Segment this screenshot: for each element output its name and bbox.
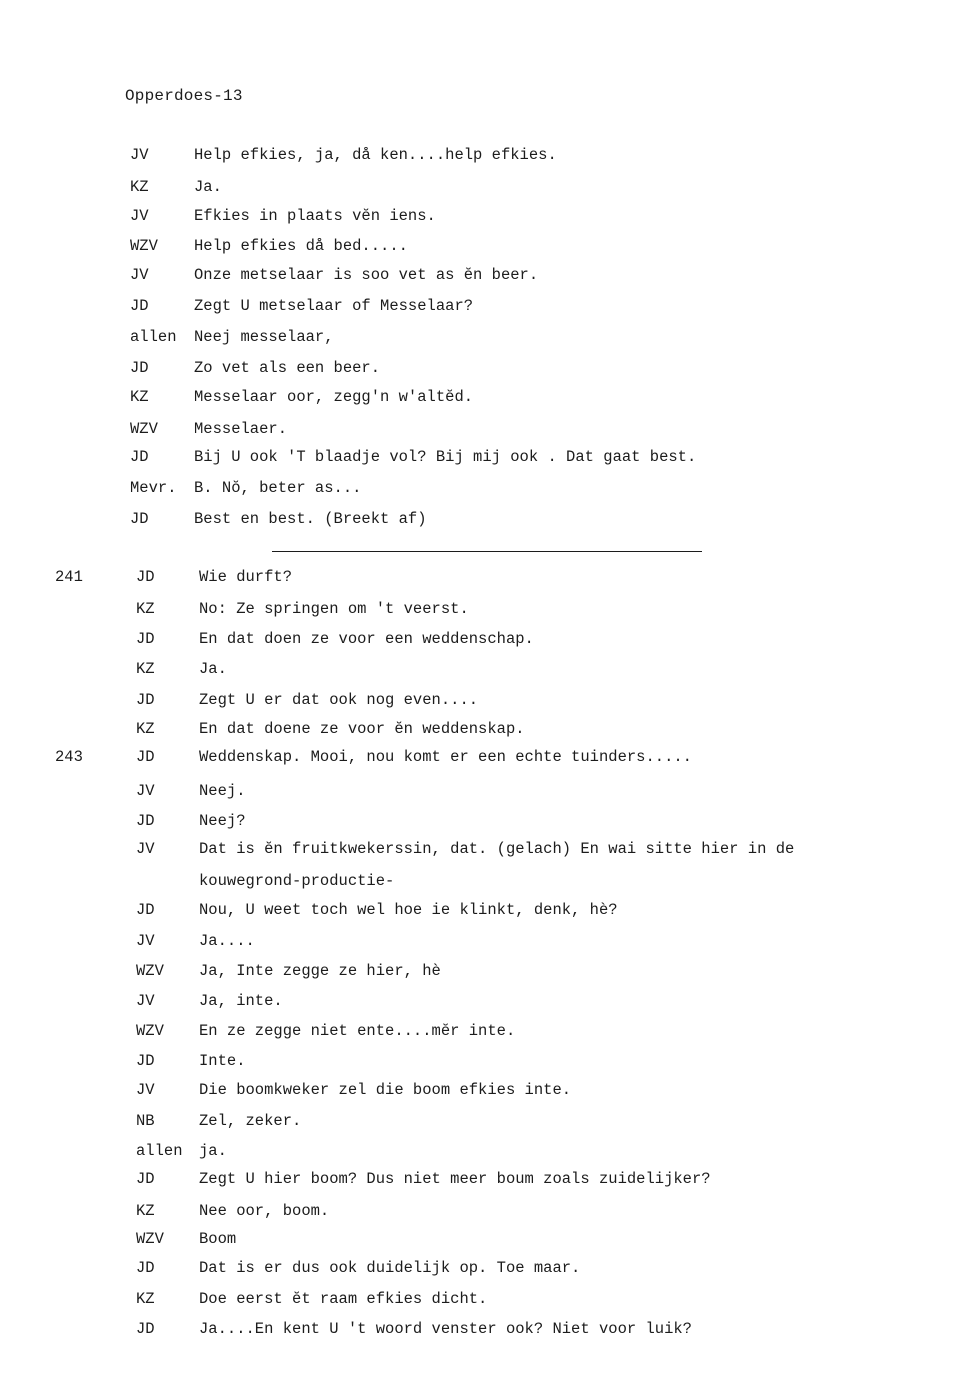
speaker-label: JD [136,1052,155,1070]
speaker-label: JD [136,1259,155,1277]
speaker-label: NB [136,1112,155,1130]
utterance-text: No: Ze springen om 't veerst. [199,600,469,618]
section-divider [272,551,702,552]
speaker-label: allen [130,328,177,346]
utterance-text: Help efkies då bed..... [194,237,408,255]
speaker-label: JV [136,782,155,800]
speaker-label: JV [130,207,149,225]
utterance-text: Nou, U weet toch wel hoe ie klinkt, denk, hè? [199,901,618,919]
utterance-text: Messelaar oor, zegg'n w'altĕd. [194,388,474,406]
speaker-label: JV [136,840,155,858]
utterance-text: Boom [199,1230,237,1248]
speaker-label: WZV [130,237,158,255]
speaker-label: allen [136,1142,183,1160]
speaker-label: KZ [136,1202,155,1220]
utterance-text: Neej. [199,782,246,800]
utterance-text: Die boomkweker zel die boom efkies inte. [199,1081,572,1099]
speaker-label: JV [130,146,149,164]
utterance-text: Zegt U er dat ook nog even.... [199,691,479,709]
utterance-text: Zegt U hier boom? Dus niet meer boum zoals zuidelijker? [199,1170,711,1188]
utterance-text: B. Nŏ, beter as... [194,479,362,497]
utterance-text: Ja, inte. [199,992,283,1010]
speaker-label: WZV [130,420,158,438]
utterance-text: Ja....En kent U 't woord venster ook? Niet voor luik? [199,1320,692,1338]
utterance-text: kouwegrond-productie- [199,872,395,890]
utterance-text: Help efkies, ja, då ken....help efkies. [194,146,557,164]
speaker-label: JV [136,1081,155,1099]
speaker-label: JD [136,1170,155,1188]
utterance-text: Ja, Inte zegge ze hier, hè [199,962,441,980]
speaker-label: KZ [136,600,155,618]
speaker-label: JD [130,297,149,315]
speaker-label: KZ [136,720,155,738]
speaker-label: WZV [136,1022,164,1040]
utterance-text: Zegt U metselaar of Messelaar? [194,297,474,315]
utterance-text: Zo vet als een beer. [194,359,381,377]
utterance-text: Ja.... [199,932,255,950]
speaker-label: JD [136,568,155,586]
utterance-text: Ja. [194,178,222,196]
speaker-label: KZ [136,660,155,678]
speaker-label: WZV [136,1230,164,1248]
utterance-text: En ze zegge niet ente....mĕr inte. [199,1022,516,1040]
utterance-text: Wie durft? [199,568,293,586]
utterance-text: En dat doene ze voor ĕn weddenskap. [199,720,525,738]
utterance-text: Dat is ĕn fruitkwekerssin, dat. (gelach) En wai sitte hier in de [199,840,795,858]
speaker-label: JD [136,1320,155,1338]
speaker-label: JD [136,748,155,766]
speaker-label: JD [130,510,149,528]
speaker-label: JV [136,932,155,950]
utterance-text: Dat is er dus ook duidelijk op. Toe maar. [199,1259,581,1277]
speaker-label: WZV [136,962,164,980]
utterance-text: Neej? [199,812,246,830]
utterance-text: Nee oor, boom. [199,1202,330,1220]
speaker-label: JD [136,812,155,830]
speaker-label: Mevr. [130,479,177,497]
line-number: 241 [55,568,83,586]
speaker-label: JD [136,630,155,648]
utterance-text: Doe eerst ĕt raam efkies dicht. [199,1290,488,1308]
utterance-text: Inte. [199,1052,246,1070]
speaker-label: JD [136,691,155,709]
utterance-text: Bij U ook 'T blaadje vol? Bij mij ook . Dat gaat best. [194,448,697,466]
speaker-label: JD [130,359,149,377]
speaker-label: KZ [136,1290,155,1308]
utterance-text: Efkies in plaats vĕn iens. [194,207,436,225]
speaker-label: KZ [130,388,149,406]
utterance-text: Weddenskap. Mooi, nou komt er een echte tuinders..... [199,748,692,766]
speaker-label: JV [136,992,155,1010]
utterance-text: Best en best. (Breekt af) [194,510,427,528]
utterance-text: Zel, zeker. [199,1112,302,1130]
speaker-label: JV [130,266,149,284]
utterance-text: Ja. [199,660,227,678]
utterance-text: Onze metselaar is soo vet as ĕn beer. [194,266,539,284]
speaker-label: JD [136,901,155,919]
speaker-label: JD [130,448,149,466]
line-number: 243 [55,748,83,766]
utterance-text: Neej messelaar, [194,328,334,346]
page-header: Opperdoes-13 [125,87,243,105]
utterance-text: ja. [199,1142,227,1160]
utterance-text: En dat doen ze voor een weddenschap. [199,630,534,648]
utterance-text: Messelaer. [194,420,288,438]
speaker-label: KZ [130,178,149,196]
